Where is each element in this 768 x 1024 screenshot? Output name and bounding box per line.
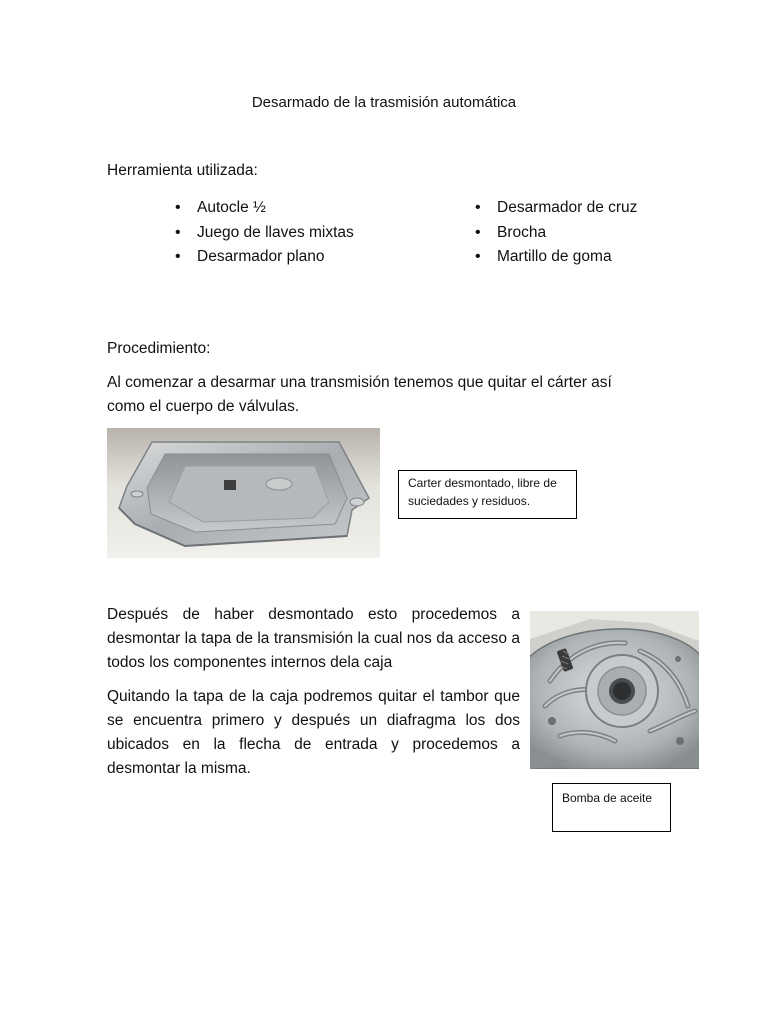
tools-list-left: [175, 196, 415, 270]
tool-item: • Desarmador plano: [175, 245, 415, 270]
document-title: Desarmado de la trasmisión automática: [251, 94, 517, 111]
tool-item: • Autocle ½: [175, 196, 415, 221]
tools-heading: Herramienta utilizada:: [107, 162, 258, 179]
paragraph-drum: Quitando la tapa de la caja podremos quitar el tambor que se encuentra primero y después un diafragma los dos ubicados en la flecha de entrada y procedemos a desmontar la misma.: [107, 688, 520, 777]
oil-pump-caption: Bomba de aceite: [552, 783, 671, 832]
tool-item: • Martillo de goma: [475, 245, 735, 270]
tool-item: • Juego de llaves mixtas: [175, 221, 415, 246]
oil-pump-photo: [530, 611, 699, 769]
tools-list-right: [475, 196, 735, 270]
procedure-intro: Al comenzar a desarmar una transmisión tenemos que quitar el cárter así como el cuerpo de válvulas.: [107, 374, 612, 415]
tool-item: • Desarmador de cruz: [475, 196, 735, 221]
paragraph-cover: Después de haber desmontado esto procedemos a desmontar la tapa de la transmisión la cual nos da acceso a todos los componentes internos dela caja: [107, 606, 520, 671]
carter-caption: Carter desmontado, libre de suciedades y residuos.: [398, 470, 577, 519]
tool-item: • Brocha: [475, 221, 735, 246]
carter-photo: [107, 428, 380, 558]
procedure-heading: Procedimiento:: [107, 340, 211, 357]
